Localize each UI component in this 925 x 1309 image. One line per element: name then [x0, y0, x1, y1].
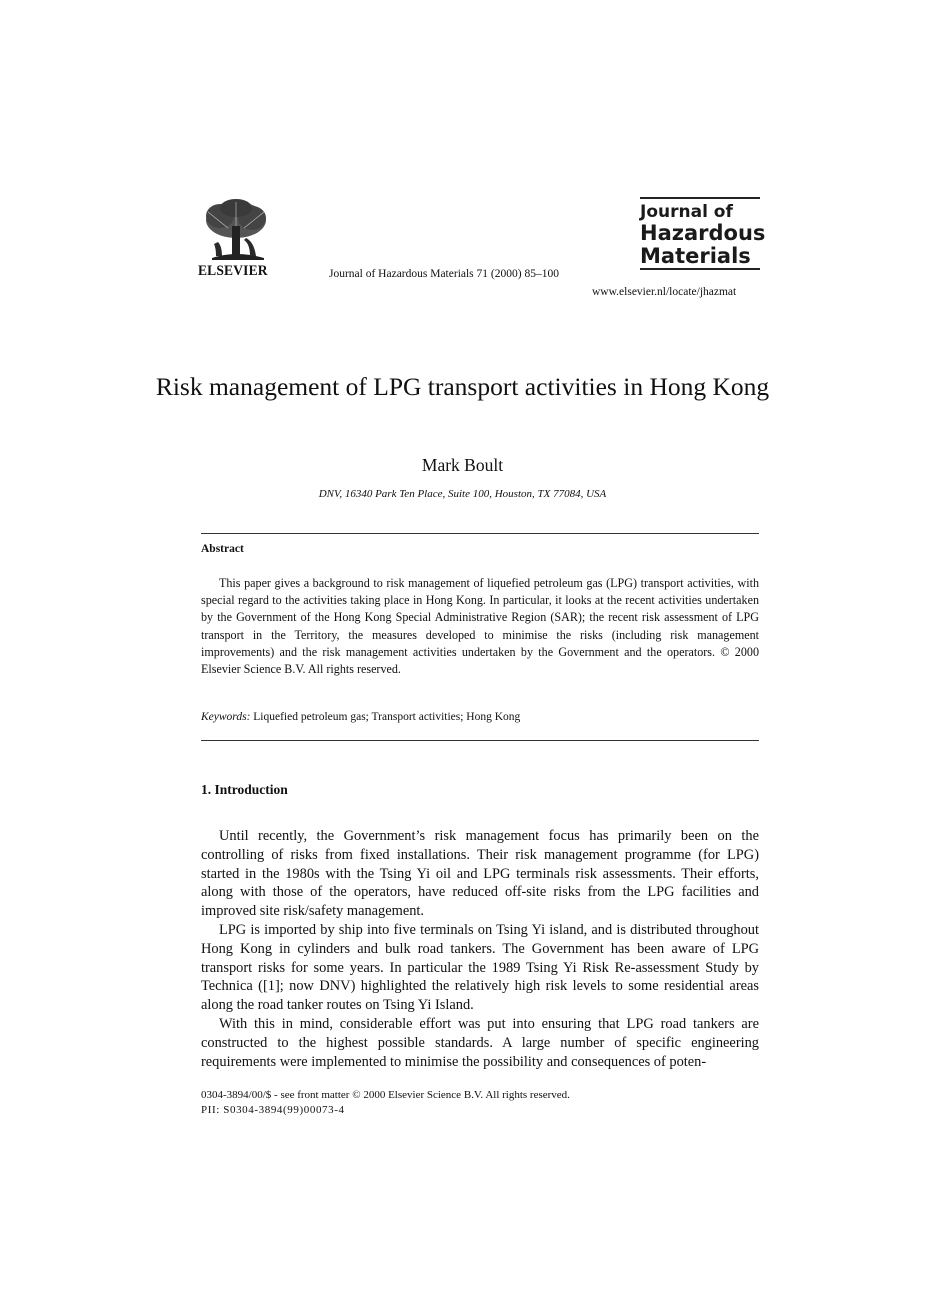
journal-logo-line: Hazardous	[640, 221, 766, 245]
abstract-rule-bottom	[201, 740, 759, 741]
paragraph: With this in mind, considerable effort was put into ensuring that LPG road tankers are constructed to the highest possible standards. A large number of specific engineering requirements were implemented to minimise the possibility and consequences of poten-	[201, 1015, 759, 1070]
keywords	[201, 711, 520, 723]
journal-logo-line: Materials	[640, 244, 751, 268]
journal-logo-line: Journal of	[640, 202, 733, 222]
journal-url-link[interactable]: www.elsevier.nl/locate/jhazmat	[592, 286, 737, 298]
paragraph: LPG is imported by ship into five terminals on Tsing Yi island, and is distributed throughout Hong Kong in cylinders and bulk road tankers. The Government has been aware of LPG transport risks for some years. In particular the 1989 Tsing Yi Risk Re-assessment Study by Technica ([1]; now DNV) highlighted the relatively high risk levels to some residential areas along the road tanker routes on Tsing Yi Island.	[201, 921, 759, 1014]
footer-copyright: 0304-3894/00/$ - see front matter © 2000 Elsevier Science B.V. All rights reserved.	[201, 1089, 570, 1101]
journal-logo-rule-bottom	[640, 268, 760, 270]
author-name: Mark Boult	[421, 455, 504, 475]
footer-pii: PII: S0304-3894(99)00073-4	[201, 1104, 345, 1116]
abstract-text: This paper gives a background to risk management of liquefied petroleum gas (LPG) transport activities, with special regard to the activities taking place in Hong Kong. In particular, it looks at the recent activities undertaken by the Government of the Hong Kong Special Administrative Region (SAR); the recent risk assessment of LPG transport in the Territory, the measures developed to minimise the risks (including risk management improvements) and the risk management activities undertaken by the Government and the operators. © 2000 Elsevier Science B.V. All rights reserved.	[201, 576, 759, 677]
abstract-rule-top	[201, 533, 759, 534]
journal-logo-rule-top	[640, 197, 760, 199]
paragraph: Until recently, the Government’s risk management focus has primarily been on the controlling of risks from fixed installations. Their risk management programme (for LPG) started in the 1980s with the Tsing Yi oil and LPG terminals risk assessments. Their efforts, along with those of the operators, have reduced off-site risks from the LPG facilities and improved site risk/safety management.	[201, 828, 759, 920]
keywords-label: Keywords:	[201, 711, 251, 723]
abstract-heading: Abstract	[201, 543, 244, 555]
journal-reference: Journal of Hazardous Materials 71 (2000) 85–100	[329, 268, 559, 280]
keywords-list: Liquefied petroleum gas; Transport activities; Hong Kong	[253, 711, 521, 723]
section-heading: 1. Introduction	[201, 782, 288, 797]
author-affiliation: DNV, 16340 Park Ten Place, Suite 100, Houston, TX 77084, USA	[318, 488, 607, 500]
article-title: Risk management of LPG transport activities in Hong Kong	[155, 372, 770, 401]
publisher-name: ELSEVIER	[198, 263, 268, 279]
introduction-body	[201, 827, 759, 1071]
journal-logo	[640, 197, 766, 270]
